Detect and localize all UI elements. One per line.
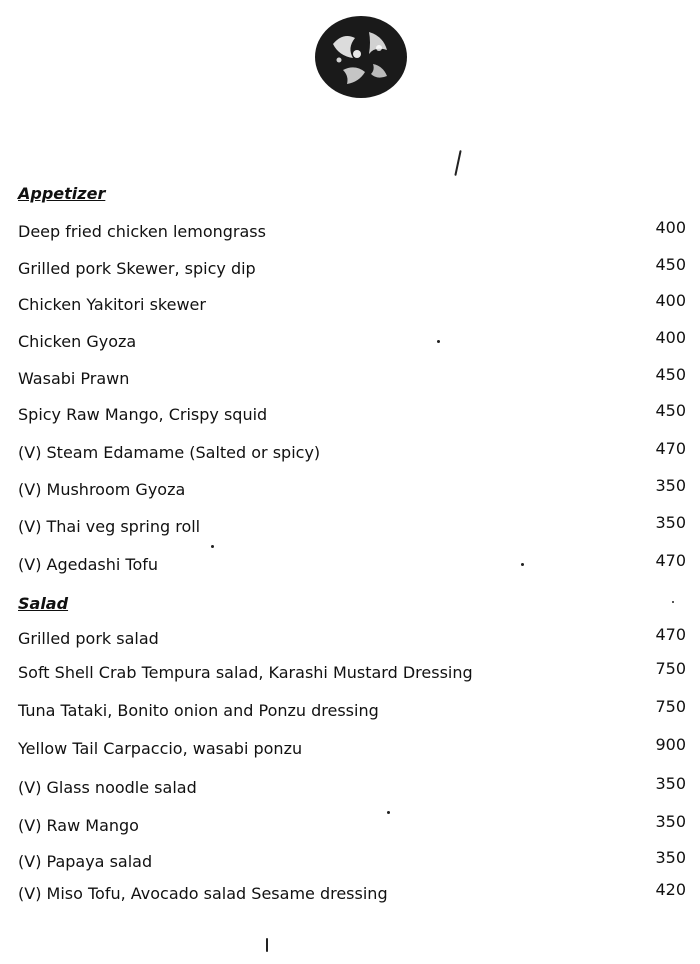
scan-speck xyxy=(211,545,214,548)
section-title-appetizer: Appetizer xyxy=(18,184,106,203)
menu-item-price: 470 xyxy=(655,625,686,644)
menu-item-name: (V) Thai veg spring roll xyxy=(18,517,201,536)
menu-item xyxy=(18,218,686,246)
menu-item-price: 350 xyxy=(655,812,686,831)
menu-item xyxy=(18,735,686,763)
menu-item-name: Spicy Raw Mango, Crispy squid xyxy=(18,405,268,424)
menu-item-price: 750 xyxy=(655,697,686,716)
menu-item-name: Soft Shell Crab Tempura salad, Karashi Mustard Dressing xyxy=(18,663,473,682)
menu-item-name: Chicken Yakitori skewer xyxy=(18,295,206,314)
menu-item-name: Grilled pork Skewer, spicy dip xyxy=(18,259,256,278)
menu-item-name: Tuna Tataki, Bonito onion and Ponzu dressing xyxy=(18,701,379,720)
scan-speck xyxy=(266,938,268,952)
menu-item-price: 450 xyxy=(655,255,686,274)
menu-item-name: (V) Mushroom Gyoza xyxy=(18,480,186,499)
scan-speck xyxy=(437,340,440,343)
menu-item-price: 750 xyxy=(655,659,686,678)
menu-item-name: (V) Steam Edamame (Salted or spicy) xyxy=(18,443,321,462)
menu-item xyxy=(18,255,686,283)
menu-item xyxy=(18,812,686,840)
menu-item-name: Chicken Gyoza xyxy=(18,332,137,351)
restaurant-logo-icon xyxy=(313,14,409,100)
menu-item-name: (V) Papaya salad xyxy=(18,852,153,871)
menu-item-name: Yellow Tail Carpaccio, wasabi ponzu xyxy=(18,739,303,758)
menu-item-name: (V) Agedashi Tofu xyxy=(18,555,159,574)
menu-item-price: 350 xyxy=(655,774,686,793)
menu-item xyxy=(18,439,686,467)
menu-item-price: 400 xyxy=(655,328,686,347)
menu-item-name: (V) Miso Tofu, Avocado salad Sesame dressing xyxy=(18,884,388,903)
menu-item xyxy=(18,774,686,802)
menu-item xyxy=(18,328,686,356)
menu-item-price: 350 xyxy=(655,513,686,532)
menu-item xyxy=(18,880,686,908)
menu-item-price: 400 xyxy=(655,291,686,310)
menu-item xyxy=(18,848,686,876)
scan-speck xyxy=(387,811,390,814)
menu-item-price: 450 xyxy=(655,401,686,420)
menu-item-price: 470 xyxy=(655,439,686,458)
menu-item xyxy=(18,401,686,429)
menu-item-price: 350 xyxy=(655,476,686,495)
menu-item xyxy=(18,659,686,687)
menu-item-name: (V) Raw Mango xyxy=(18,816,139,835)
menu-item-name: (V) Glass noodle salad xyxy=(18,778,197,797)
menu-item xyxy=(18,291,686,319)
menu-item-price: 400 xyxy=(655,218,686,237)
menu-item-price: 450 xyxy=(655,365,686,384)
menu-item-name: Grilled pork salad xyxy=(18,629,159,648)
menu-item xyxy=(18,551,686,579)
scan-speck xyxy=(672,601,674,603)
menu-item-price: 900 xyxy=(655,735,686,754)
menu-item xyxy=(18,513,686,541)
menu-item xyxy=(18,697,686,725)
menu-item-price: 420 xyxy=(655,880,686,899)
menu-item-name: Deep fried chicken lemongrass xyxy=(18,222,266,241)
scan-speck xyxy=(454,150,461,176)
menu-item xyxy=(18,625,686,653)
menu-item-price: 470 xyxy=(655,551,686,570)
menu-item-price: 350 xyxy=(655,848,686,867)
section-title-salad: Salad xyxy=(18,594,69,613)
menu-item xyxy=(18,365,686,393)
menu-item xyxy=(18,476,686,504)
menu-item-name: Wasabi Prawn xyxy=(18,369,130,388)
scan-speck xyxy=(521,563,524,566)
